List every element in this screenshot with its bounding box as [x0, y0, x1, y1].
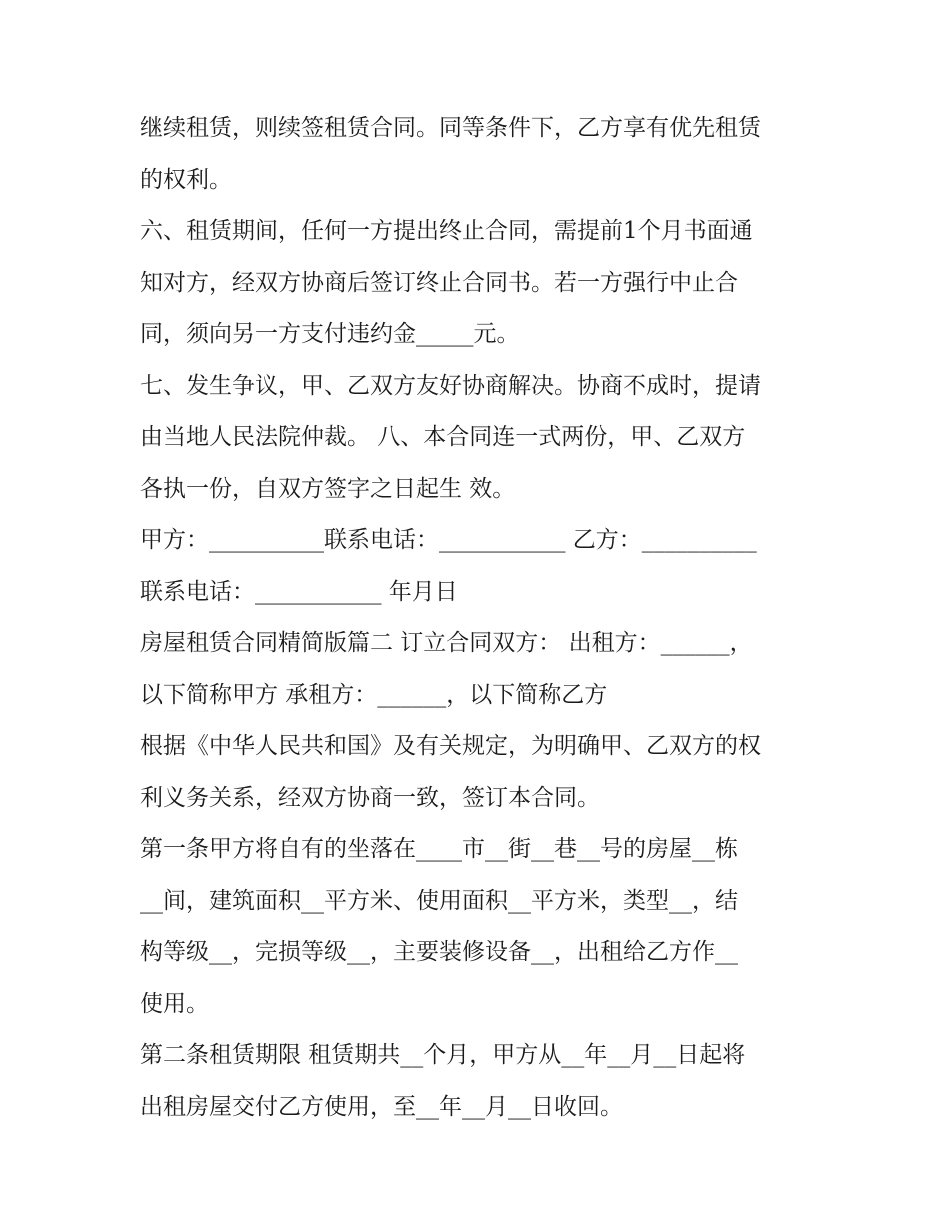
text-line: 七、发生争议，甲、乙双方友好协商解决。协商不成时，提请	[140, 372, 761, 399]
text-line: 第二条租赁期限 租赁期共__个月，甲方从__年__月__日起将	[140, 1042, 746, 1068]
text-line: 六、租赁期间，任何一方提出终止合同，需提前1个月书面通	[140, 218, 753, 244]
document-body	[140, 103, 815, 1133]
text-line: 的权利。	[140, 166, 232, 193]
contact-date-line: 联系电话：___________ 年月日	[140, 578, 458, 605]
text-line: 以下简称甲方 承租方：______，以下简称乙方	[140, 681, 608, 708]
text-line: 利义务关系，经双方协商一致，签订本合同。	[140, 784, 600, 811]
section-heading-line: 房屋租赁合同精简版篇二 订立合同双方： 出租方：______，	[140, 630, 753, 656]
text-line: 第一条甲方将自有的坐落在____市__街__巷__号的房屋__栋	[140, 836, 738, 862]
text-line: __间，建筑面积__平方米、使用面积__平方米，类型__，结	[140, 887, 738, 914]
text-line: 构等级__，完损等级__，主要装修设备__，出租给乙方作__	[140, 939, 738, 965]
text-line: 知对方，经双方协商后签订终止合同书。若一方强行中止合	[140, 269, 738, 296]
text-line: 由当地人民法院仲裁。 八、本合同连一式两份，甲、乙双方	[140, 424, 746, 450]
text-line: 根据《中华人民共和国》及有关规定，为明确甲、乙双方的权	[140, 733, 761, 759]
text-line: 各执一份，自双方签字之日起生 效。	[140, 475, 516, 502]
text-line: 出租房屋交付乙方使用，至__年__月__日收回。	[140, 1093, 623, 1120]
text-line: 继续租赁，则续签租赁合同。同等条件下，乙方享有优先租赁	[140, 115, 761, 141]
text-line: 使用。	[140, 990, 209, 1017]
text-line: 同，须向另一方支付违约金_____元。	[140, 321, 520, 347]
signature-line: 甲方：__________联系电话：___________ 乙方：__________	[140, 527, 757, 553]
